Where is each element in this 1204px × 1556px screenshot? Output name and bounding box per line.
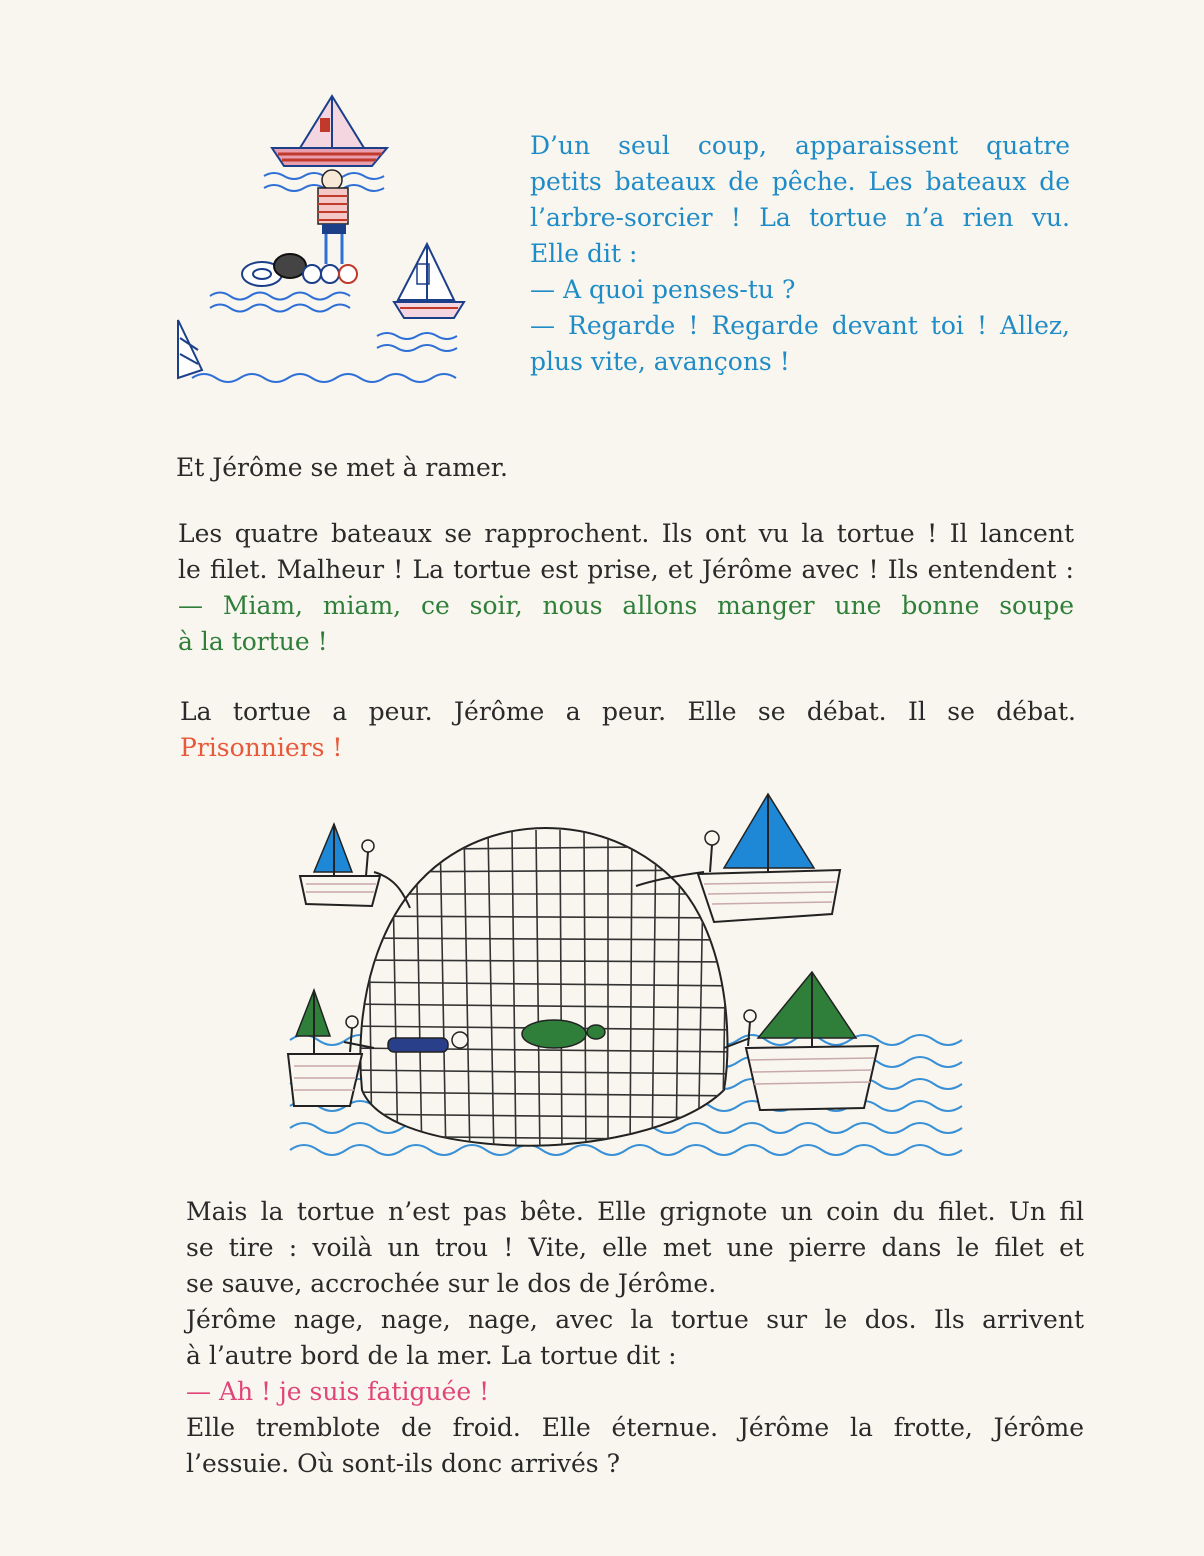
text-line: petits bateaux de pêche. Les bateaux de [530,167,1070,196]
text-line: se tire : voilà un trou ! Vite, elle met une pierre dans le filet et [186,1233,1084,1262]
exclaim-prisonniers: Prisonniers ! [180,733,343,762]
text-line: se sauve, accrochée sur le dos de Jérôme. [186,1269,717,1298]
text-line: Jérôme nage, nage, nage, avec la tortue sur le dos. Ils arrivent [186,1305,1084,1334]
text-line: — Regarde ! Regarde devant toi ! Allez, [530,311,1070,340]
paragraph-afraid [180,694,1076,766]
net-illustration [284,790,964,1170]
dialogue-line: — Ah ! je suis fatiguée ! [186,1377,490,1406]
text-line: La tortue a peur. Jérôme a peur. Elle se débat. Il se débat. [180,697,1076,726]
paragraph-jerome-rows [176,450,1056,486]
top-illustration [172,88,472,398]
paragraph-boats-appear [530,128,1070,380]
text-line: Et Jérôme se met à ramer. [176,453,508,482]
text-line: Les quatre bateaux se rapprochent. Ils ont vu la tortue ! Il lancent [178,519,1074,548]
paragraph-net-thrown [178,516,1074,660]
text-line: l’essuie. Où sont-ils donc arrivés ? [186,1449,620,1478]
dialogue-line: — Miam, miam, ce soir, nous allons manger une bonne soupe [178,591,1074,620]
text-line: à l’autre bord de la mer. La tortue dit : [186,1341,677,1370]
text-line: — A quoi penses-tu ? [530,275,796,304]
text-line: D’un seul coup, apparaissent quatre [530,131,1070,160]
text-line: plus vite, avançons ! [530,347,790,376]
text-line: Elle dit : [530,239,638,268]
dialogue-line: à la tortue ! [178,627,328,656]
text-line: l’arbre-sorcier ! La tortue n’a rien vu. [530,203,1070,232]
text-line: le filet. Malheur ! La tortue est prise, et Jérôme avec ! Ils entendent : [178,555,1074,584]
paragraph-escape [186,1194,1084,1482]
text-line: Mais la tortue n’est pas bête. Elle grignote un coin du filet. Un fil [186,1197,1084,1226]
text-line: Elle tremblote de froid. Elle éternue. Jérôme la frotte, Jérôme [186,1413,1084,1442]
